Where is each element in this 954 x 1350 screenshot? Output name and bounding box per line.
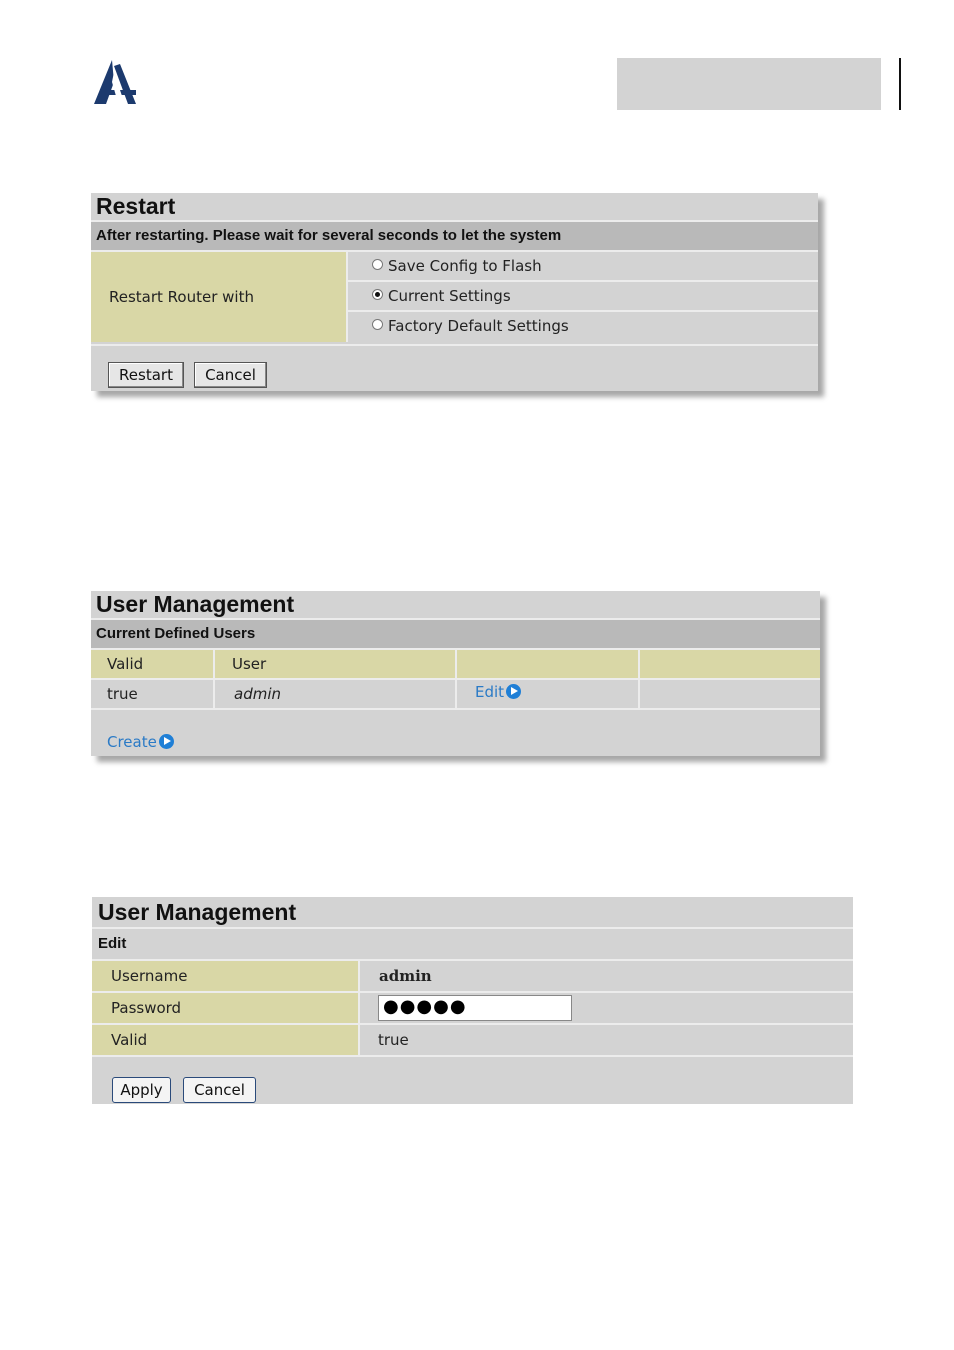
restart-option-save-config[interactable]: Save Config to Flash	[348, 252, 818, 282]
user-table-header	[91, 650, 820, 680]
header-divider	[899, 58, 901, 110]
restart-title: Restart	[91, 193, 818, 222]
edit-cancel-button[interactable]: Cancel	[183, 1077, 256, 1103]
restart-option-factory-default[interactable]: Factory Default Settings	[348, 312, 818, 340]
apply-button[interactable]: Apply	[112, 1077, 171, 1103]
valid-label: Valid	[92, 1025, 360, 1055]
header-action	[457, 650, 640, 678]
user-list-subtitle: Current Defined Users	[91, 620, 820, 650]
restart-subtitle: After restarting. Please wait for several seconds to let the system	[91, 222, 818, 252]
restart-router-label: Restart Router with	[91, 252, 348, 342]
atlantis-logo-icon	[92, 58, 138, 106]
cell-extra	[640, 680, 820, 708]
username-label: Username	[92, 961, 360, 991]
restart-panel	[91, 193, 818, 391]
table-row	[91, 680, 820, 710]
valid-value: true	[360, 1025, 853, 1055]
create-link[interactable]: Create	[107, 733, 174, 751]
user-edit-subtitle: Edit	[92, 929, 853, 961]
password-row	[92, 993, 853, 1025]
restart-cancel-button[interactable]: Cancel	[194, 362, 267, 388]
cell-valid: true	[91, 680, 215, 708]
header-valid: Valid	[91, 650, 215, 678]
user-edit-panel	[92, 897, 853, 1104]
radio-factory-default[interactable]	[372, 319, 383, 330]
header-banner	[617, 58, 881, 110]
user-list-panel	[91, 591, 820, 756]
user-edit-title: User Management	[92, 897, 853, 929]
cell-user: admin	[215, 680, 457, 708]
valid-row	[92, 1025, 853, 1057]
username-row	[92, 961, 853, 993]
arrow-right-circle-icon[interactable]	[159, 734, 174, 749]
header-extra	[640, 650, 820, 678]
edit-link[interactable]: Edit	[457, 680, 640, 708]
username-value: admin	[360, 961, 853, 991]
radio-current-settings[interactable]	[372, 289, 383, 300]
password-field[interactable]: ●●●●●	[378, 995, 572, 1021]
password-label: Password	[92, 993, 360, 1023]
arrow-right-circle-icon[interactable]	[506, 684, 521, 699]
user-list-title: User Management	[91, 591, 820, 620]
restart-button[interactable]: Restart	[108, 362, 184, 388]
restart-option-current-settings[interactable]: Current Settings	[348, 282, 818, 312]
header-user: User	[215, 650, 457, 678]
radio-save-config[interactable]	[372, 259, 383, 270]
